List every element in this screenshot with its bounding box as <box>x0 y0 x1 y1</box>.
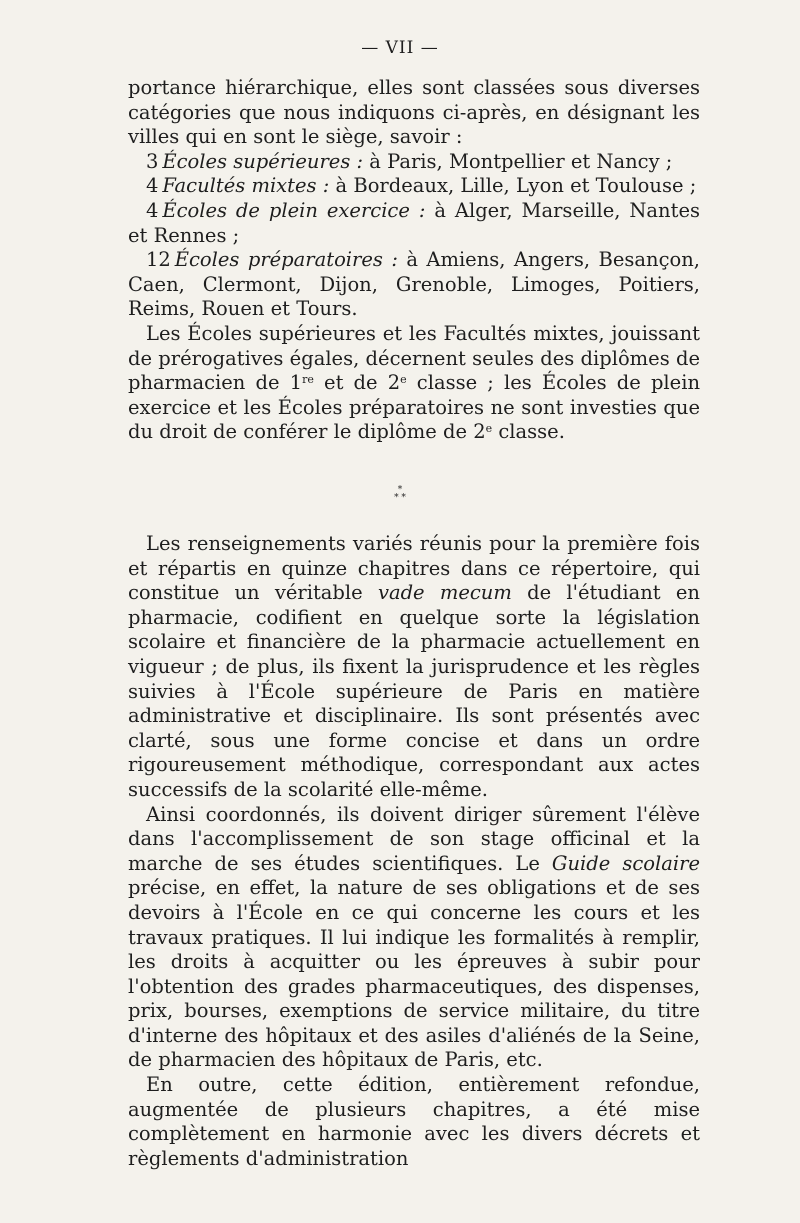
list-item-plein-exercice <box>128 199 700 248</box>
list-number: 4 <box>146 174 159 198</box>
list-label: Écoles de plein exercice : <box>162 198 426 222</box>
list-label: Écoles supérieures : <box>162 149 364 173</box>
paragraph-diplomes: Les Écoles supérieures et les Facultés mixtes, jouissant de prérogatives égales, décernent seules des diplômes de pharmacien de 1re et de 2e classe ; les Écoles de plein exercice et les Écoles préparatoires ne sont investies que du droit de conférer le diplôme de 2e classe. <box>128 321 700 444</box>
asterism-bottom: * * <box>394 493 406 503</box>
paragraph-renseignements: Les renseignements variés réunis pour la première fois et répartis en quinze chapitres dans ce répertoire, qui constitue un véritable vade mecum de l'étudiant en pharmacie, codifient en quelque sorte la législation scolaire et financière de la pharmacie actuellement en vigueur ; de plus, ils fixent la jurisprudence et les règles suivies à l'École supérieure de Paris en matière administrative et disciplinaire. Ils sont présentés avec clarté, sous une forme concise et dans un ordre rigoureusement méthodique, correspondant aux actes successifs de la scolarité elle-même. <box>128 532 700 801</box>
section-separator <box>0 486 800 502</box>
list-label: Écoles préparatoires : <box>174 248 398 272</box>
list-label: Facultés mixtes : <box>162 174 330 198</box>
paragraph-intro: portance hiérarchique, elles sont classées sous diverses catégories que nous indiquons ci-après, en désignant les villes qui en sont le siège, savoir : <box>128 76 700 149</box>
list-item-ecoles-superieures <box>128 150 700 175</box>
page-number: — VII — <box>361 38 439 58</box>
list-text: à Amiens, Angers, Besançon, Caen, Clermont, Dijon, Grenoble, Limoges, Poitiers, Reims, Rouen et Tours. <box>128 248 700 321</box>
list-text: à Paris, Montpellier et Nancy ; <box>363 149 673 173</box>
italic-vade-mecum: vade mecum <box>377 581 512 605</box>
list-text: à Alger, Marseille, Nantes et Rennes ; <box>128 198 700 247</box>
paragraph-coordonnes: Ainsi coordonnés, ils doivent diriger sûrement l'élève dans l'accomplissement de son stage officinal et la marche de ses études scientifiques. Le Guide scolaire précise, en effet, la nature de ses obligations et de ses devoirs à l'École en ce qui concerne les cours et les travaux pratiques. Il lui indique les formalités à remplir, les droits à acquitter ou les épreuves à subir pour l'obtention des grades pharmaceutiques, des dispenses, prix, bourses, exemptions de service militaire, du titre d'interne des hôpitaux et des asiles d'aliénés de la Seine, de pharmacien des hôpitaux de Paris, etc. <box>128 802 700 1072</box>
list-number: 3 <box>146 149 159 173</box>
italic-guide-scolaire: Guide scolaire <box>551 851 700 875</box>
list-text: à Bordeaux, Lille, Lyon et Toulouse ; <box>329 174 697 198</box>
text-block-schools <box>128 76 700 445</box>
text-block-renseignements <box>128 532 700 1171</box>
list-number: 12 <box>146 248 171 272</box>
list-item-preparatoires <box>128 248 700 322</box>
asterism-top: * <box>397 485 403 495</box>
list-number: 4 <box>146 198 159 222</box>
list-item-facultes-mixtes <box>128 174 700 199</box>
paragraph-edition: En outre, cette édition, entièrement refondue, augmentée de plusieurs chapitres, a été mise complètement en harmonie avec les divers décrets et règlements d'administration <box>128 1073 700 1170</box>
